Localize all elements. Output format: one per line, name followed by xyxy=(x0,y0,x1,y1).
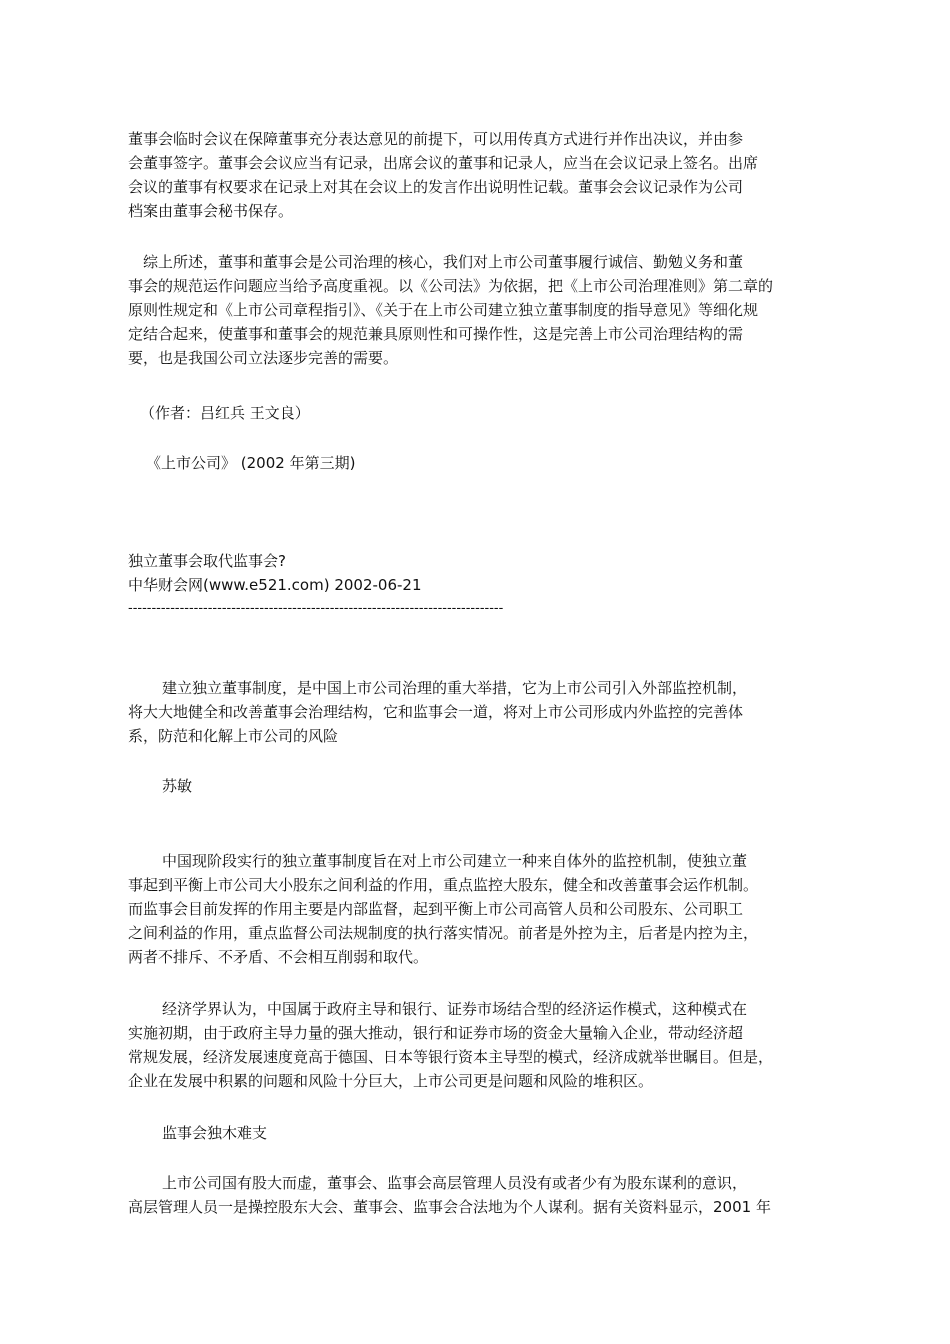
text-line: 综上所述，董事和董事会是公司治理的核心，我们对上市公司董事履行诚信、勤勉义务和董 xyxy=(128,253,744,271)
text-line: 常规发展，经济发展速度竟高于德国、日本等银行资本主导型的模式，经济成就举世瞩目。但是， xyxy=(128,1048,774,1066)
text-line: 将大大地健全和改善董事会治理结构，它和监事会一道，将对上市公司形成内外监控的完善体 xyxy=(128,703,744,721)
article2-title: 独立董事会取代监事会? xyxy=(128,552,286,570)
section-heading: 监事会独木难支 xyxy=(162,1124,268,1142)
text-line: 中国现阶段实行的独立董事制度旨在对上市公司建立一种来自体外的监控机制，使独立董 xyxy=(162,852,748,870)
text-line: 而监事会目前发挥的作用主要是内部监督，起到平衡上市公司高管人员和公司股东、公司职工 xyxy=(128,900,744,918)
text-line: 会议的董事有权要求在记录上对其在会议上的发言作出说明性记载。董事会会议记录作为公司 xyxy=(128,178,744,196)
divider-rule: -------------------------------------------------------------------------------- xyxy=(128,601,504,616)
text-line: 事起到平衡上市公司大小股东之间利益的作用，重点监控大股东，健全和改善董事会运作机制。 xyxy=(128,876,759,894)
article2-author: 苏敏 xyxy=(162,777,193,795)
text-line: 事会的规范运作问题应当给予高度重视。以《公司法》为依据，把《上市公司治理准则》第二章的 xyxy=(128,277,774,295)
article2-lead xyxy=(128,676,822,748)
text-line: 系，防范和化解上市公司的风险 xyxy=(128,727,339,745)
text-line: 要，也是我国公司立法逐步完善的需要。 xyxy=(128,349,399,367)
text-line: 建立独立董事制度，是中国上市公司治理的重大举措，它为上市公司引入外部监控机制， xyxy=(162,679,748,697)
article2-paragraph-2 xyxy=(128,997,822,1093)
article1-source: 《上市公司》 (2002 年第三期) xyxy=(146,454,356,472)
text-line: 原则性规定和《上市公司章程指引》、《关于在上市公司建立独立董事制度的指导意见》等细化规 xyxy=(128,301,759,319)
article2-byline: 中华财会网(www.e521.com) 2002-06-21 xyxy=(128,576,422,594)
article2-paragraph-1 xyxy=(128,849,822,969)
text-line: 董事会临时会议在保障董事充分表达意见的前提下，可以用传真方式进行并作出决议，并由参 xyxy=(128,130,744,148)
text-line: 实施初期，由于政府主导力量的强大推动，银行和证券市场的资金大量输入企业，带动经济超 xyxy=(128,1024,744,1042)
article1-paragraph-1 xyxy=(128,127,822,223)
text-line: 经济学界认为，中国属于政府主导和银行、证券市场结合型的经济运作模式，这种模式在 xyxy=(162,1000,748,1018)
text-line: 企业在发展中积累的问题和风险十分巨大，上市公司更是问题和风险的堆积区。 xyxy=(128,1072,654,1090)
text-line: 高层管理人员一是操控股东大会、董事会、监事会合法地为个人谋利。据有关资料显示，2001 年 xyxy=(128,1198,771,1216)
text-line: 会董事签字。董事会会议应当有记录，出席会议的董事和记录人，应当在会议记录上签名。出席 xyxy=(128,154,759,172)
text-line: 两者不排斥、不矛盾、不会相互削弱和取代。 xyxy=(128,948,429,966)
text-line: 档案由董事会秘书保存。 xyxy=(128,202,294,220)
text-line: 定结合起来，使董事和董事会的规范兼具原则性和可操作性，这是完善上市公司治理结构的需 xyxy=(128,325,744,343)
article1-author: （作者：吕红兵 王文良） xyxy=(140,404,310,422)
article2-paragraph-3 xyxy=(128,1171,822,1219)
text-line: 之间利益的作用，重点监督公司法规制度的执行落实情况。前者是外控为主，后者是内控为主， xyxy=(128,924,759,942)
article1-paragraph-2 xyxy=(128,250,822,370)
text-line: 上市公司国有股大而虚，董事会、监事会高层管理人员没有或者少有为股东谋利的意识， xyxy=(162,1174,748,1192)
